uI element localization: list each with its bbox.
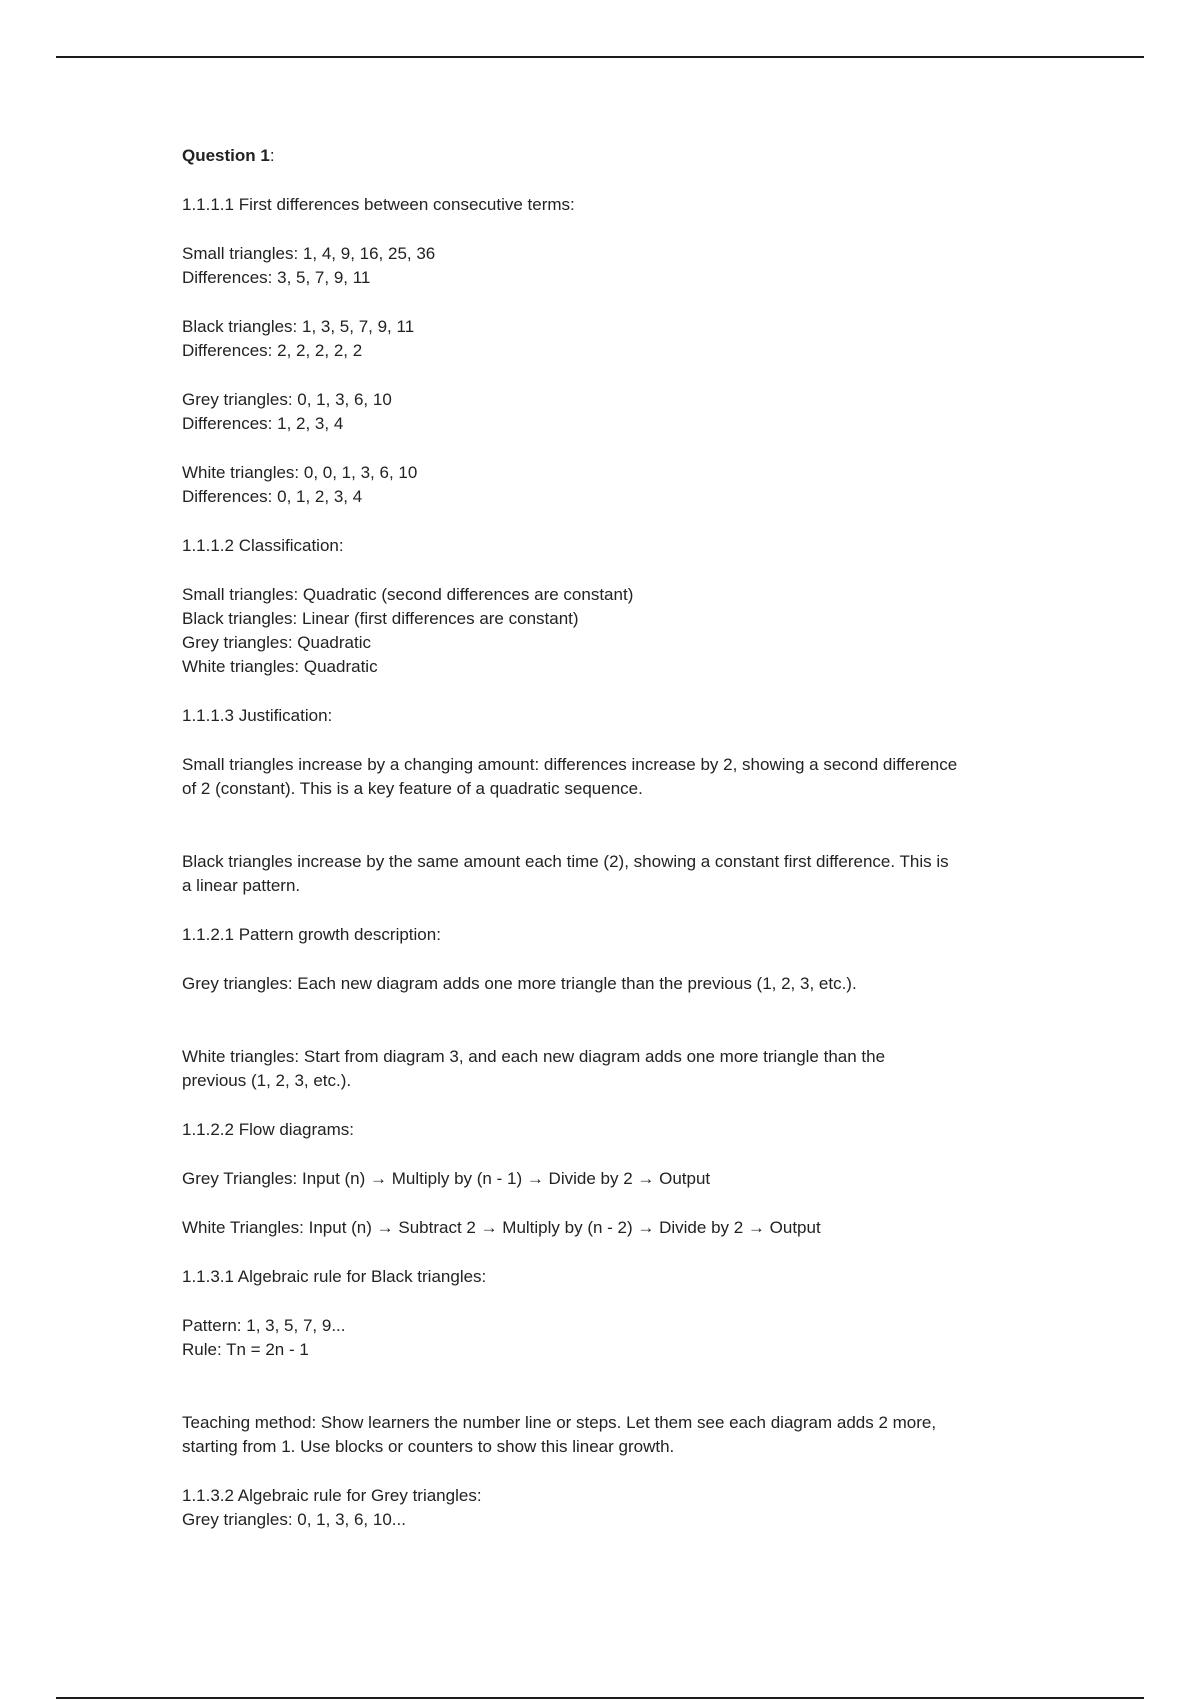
section-1132-heading: 1.1.3.2 Algebraic rule for Grey triangles:: [182, 1486, 482, 1505]
classification-white: White triangles: Quadratic: [182, 657, 378, 676]
grey-triangles-terms: Grey triangles: 0, 1, 3, 6, 10: [182, 390, 392, 409]
rule-line: Rule: Tn = 2n - 1: [182, 1340, 309, 1359]
top-rule: [56, 56, 1144, 58]
flow-diagram-white: White Triangles: Input (n) → Subtract 2 → Multiply by (n - 2) → Divide by 2 → Output: [182, 1218, 821, 1237]
section-1121-heading: 1.1.2.1 Pattern growth description:: [182, 925, 441, 944]
teaching-method-line-2: starting from 1. Use blocks or counters to show this linear growth.: [182, 1437, 675, 1456]
justification-black-line-2: a linear pattern.: [182, 876, 301, 895]
question-heading: [182, 144, 1042, 168]
classification-black: Black triangles: Linear (first differences are constant): [182, 609, 579, 628]
section-1111-heading: 1.1.1.1 First differences between consecutive terms:: [182, 195, 575, 214]
justification-black-line-1: Black triangles increase by the same amount each time (2), showing a constant first difference. This is: [182, 852, 949, 871]
justification-small-line-2: of 2 (constant). This is a key feature of a quadratic sequence.: [182, 779, 643, 798]
grey-triangles-differences: Differences: 1, 2, 3, 4: [182, 414, 344, 433]
small-triangles-terms: Small triangles: 1, 4, 9, 16, 25, 36: [182, 244, 436, 263]
justification-small-line-1: Small triangles increase by a changing amount: differences increase by 2, showing a second difference: [182, 755, 958, 774]
white-triangles-differences: Differences: 0, 1, 2, 3, 4: [182, 487, 363, 506]
bottom-rule: [56, 1697, 1144, 1699]
section-1131-heading: 1.1.3.1 Algebraic rule for Black triangles:: [182, 1267, 487, 1286]
black-triangles-terms: Black triangles: 1, 3, 5, 7, 9, 11: [182, 317, 415, 336]
grey-triangles-sequence: Grey triangles: 0, 1, 3, 6, 10...: [182, 1510, 406, 1529]
teaching-method-line-1: Teaching method: Show learners the number line or steps. Let them see each diagram adds 2 more,: [182, 1413, 937, 1432]
black-triangles-differences: Differences: 2, 2, 2, 2, 2: [182, 341, 363, 360]
growth-white-line-1: White triangles: Start from diagram 3, and each new diagram adds one more triangle than the: [182, 1047, 886, 1066]
classification-grey: Grey triangles: Quadratic: [182, 633, 371, 652]
growth-white-line-2: previous (1, 2, 3, etc.).: [182, 1071, 352, 1090]
section-1122-heading: 1.1.2.2 Flow diagrams:: [182, 1120, 354, 1139]
question-suffix: :: [269, 146, 275, 165]
section-1113-heading: 1.1.1.3 Justification:: [182, 706, 333, 725]
flow-diagram-grey: Grey Triangles: Input (n) → Multiply by (n - 1) → Divide by 2 → Output: [182, 1169, 711, 1188]
question-title: Question 1: [182, 146, 270, 165]
classification-small: Small triangles: Quadratic (second differences are constant): [182, 585, 634, 604]
white-triangles-terms: White triangles: 0, 0, 1, 3, 6, 10: [182, 463, 418, 482]
section-1112-heading: 1.1.1.2 Classification:: [182, 536, 344, 555]
growth-grey: Grey triangles: Each new diagram adds one more triangle than the previous (1, 2, 3, etc.).: [182, 974, 857, 993]
pattern-line: Pattern: 1, 3, 5, 7, 9...: [182, 1316, 346, 1335]
document-body: [182, 144, 1042, 1532]
small-triangles-differences: Differences: 3, 5, 7, 9, 11: [182, 268, 371, 287]
